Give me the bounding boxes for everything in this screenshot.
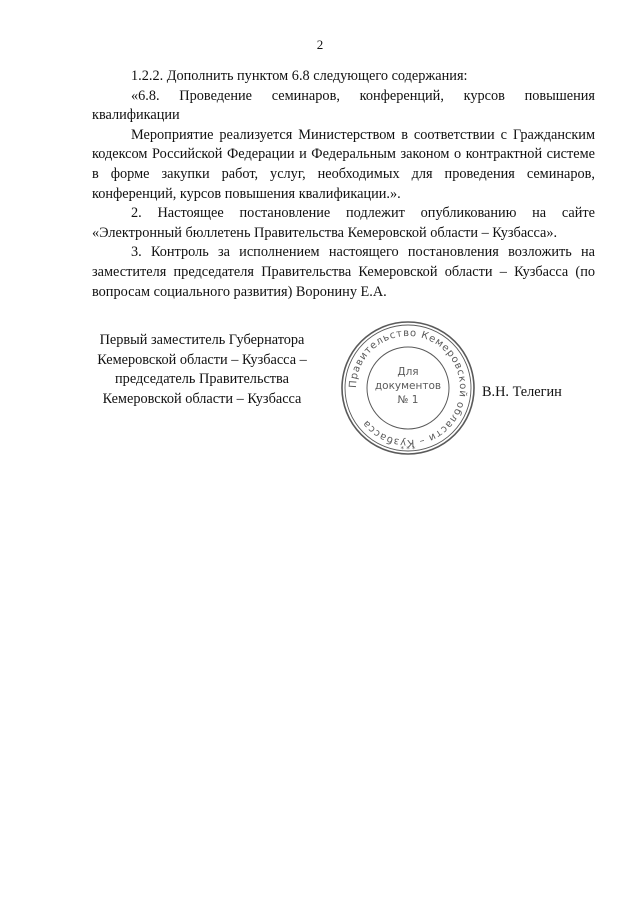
paragraph-clause-6-8: «6.8. Проведение семинаров, конференций, курсов повышения квалификации — [92, 87, 595, 124]
document-body — [92, 67, 595, 302]
seal-center-line: документов — [374, 380, 442, 392]
paragraph-amendment-item: 1.2.2. Дополнить пунктом 6.8 следующего содержания: — [131, 68, 468, 84]
page-number: 2 — [316, 37, 324, 52]
signatory-name: В.Н. Телегин — [482, 384, 562, 400]
seal-ring-text-path: Правительство Кемеровской области – Кузбасса — [347, 327, 469, 449]
paragraph-publication: 2. Настоящее постановление подлежит опубликованию на сайте «Электронный бюллетень Правительства Кемеровской области – Кузбасса». — [92, 205, 595, 241]
official-seal — [338, 318, 478, 458]
seal-bottom-marks: * * * — [400, 445, 416, 453]
signatory-position-line: Кемеровской области – Кузбасса – — [97, 351, 307, 368]
seal-center-line: № 1 — [397, 394, 419, 406]
signatory-position-line: Первый заместитель Губернатора — [99, 332, 305, 348]
signatory-position-line: председатель Правительства — [115, 371, 289, 388]
paragraph-control: 3. Контроль за исполнением настоящего постановления возложить на заместителя председателя Правительства Кемеровской области – Кузбасса (по вопросам социального развития) Воронину Е.А. — [92, 244, 595, 300]
signatory-position — [82, 331, 322, 409]
signatory-position-line: Кемеровской области – Кузбасса — [102, 390, 302, 407]
paragraph-measure-description: Мероприятие реализуется Министерством в соответствии с Гражданским кодексом Российской Федерации и Федеральным законом о контрактной системе в форме закупки работ, услуг, необходимых для проведения семинаров, конференций, курсов повышения квалификации.». — [92, 126, 595, 202]
seal-center-line: Для — [397, 366, 419, 378]
